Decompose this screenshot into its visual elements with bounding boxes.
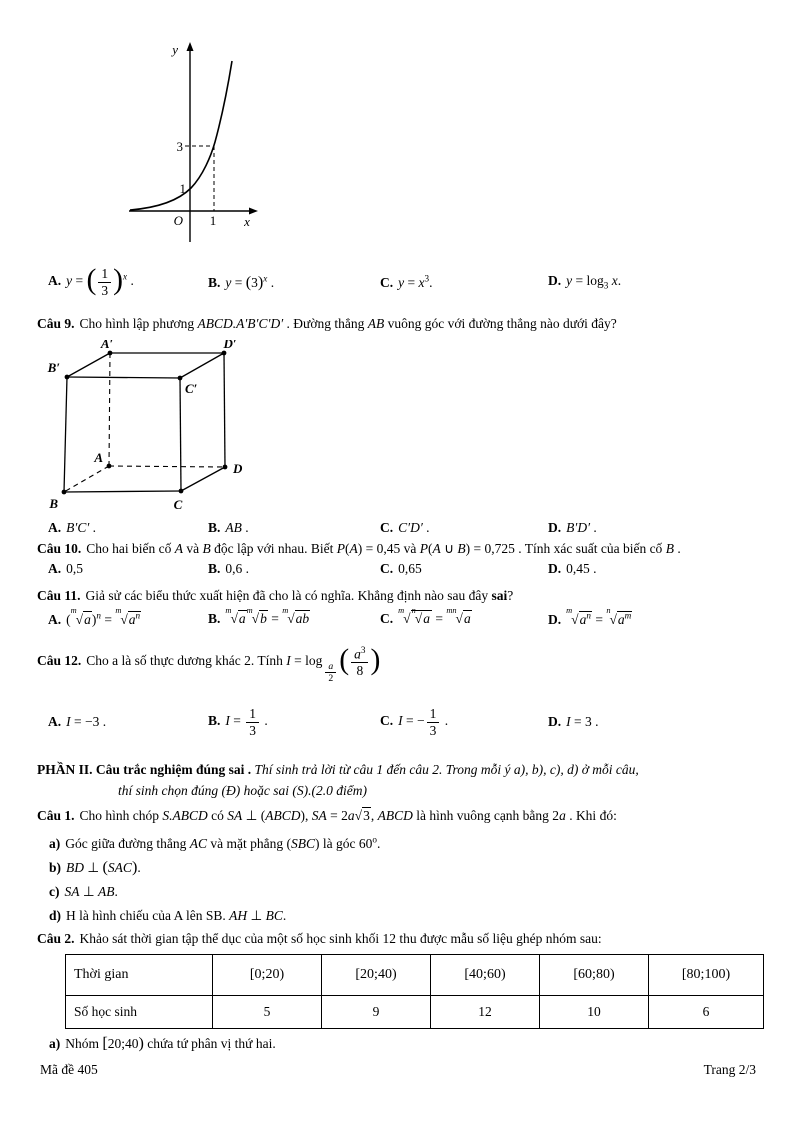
page-number: Trang 2/3 bbox=[703, 1062, 756, 1077]
option-label: A. bbox=[48, 561, 62, 576]
option-math: $^m$√$^n$√a = $^{mn}$√a bbox=[398, 605, 471, 626]
option-math: B′C′ . bbox=[66, 520, 97, 535]
p2-question-1-label: Câu 1. bbox=[37, 808, 75, 824]
question-11-label: Câu 11. bbox=[37, 588, 81, 603]
q9-option-b bbox=[208, 520, 380, 536]
x-axis-arrow bbox=[249, 208, 258, 215]
q9-option-d bbox=[548, 520, 764, 536]
table-cell: Số học sinh bbox=[66, 995, 213, 1028]
option-math: B′D′ . bbox=[566, 520, 597, 535]
option-math: $^m√a^n = ^n√a^m$ bbox=[566, 606, 632, 627]
q11-option-c bbox=[380, 605, 548, 628]
option-math: AB . bbox=[225, 520, 249, 535]
q11-option-a bbox=[37, 606, 208, 628]
y-axis-arrow bbox=[187, 42, 194, 51]
q11-answer-row bbox=[37, 605, 764, 628]
y-tick-3: 3 bbox=[176, 139, 183, 154]
question-9-label: Câu 9. bbox=[37, 316, 75, 331]
option-math: $y = x^3$. bbox=[398, 273, 433, 290]
vertex-label-a: A bbox=[94, 450, 103, 465]
option-math: I = − $\frac{1}{3}$ . bbox=[398, 706, 449, 738]
option-math: C′D′ . bbox=[398, 520, 430, 535]
option-label: D. bbox=[548, 520, 562, 535]
q8-option-b bbox=[208, 273, 380, 292]
cube-figure bbox=[45, 340, 260, 518]
option-label: C. bbox=[380, 713, 394, 729]
option-label: C. bbox=[380, 611, 394, 626]
option-label: D. bbox=[548, 273, 562, 289]
option-label: C. bbox=[380, 520, 394, 535]
option-math: $y = \log_3 x$. bbox=[566, 273, 622, 291]
p2q2-item-a bbox=[37, 1033, 764, 1054]
p2q1-item-d bbox=[37, 905, 764, 926]
exponential-function-graph bbox=[109, 40, 269, 245]
table-cell: 9 bbox=[322, 995, 431, 1028]
q9-option-c bbox=[380, 520, 548, 536]
table-cell: 10 bbox=[540, 995, 649, 1028]
question-11-text: Giả sử các biểu thức xuất hiện đã cho là có nghĩa. Khẳng định nào sau đây sai? bbox=[85, 588, 514, 603]
p2q1-item-c bbox=[37, 881, 764, 902]
part2-instructions-2: thí sinh chọn đúng (Đ) hoặc sai (S).(2.0 điểm) bbox=[118, 783, 367, 799]
p2-question-2-stem bbox=[37, 928, 764, 949]
frequency-table bbox=[65, 954, 764, 1029]
question-10-stem bbox=[37, 538, 764, 559]
q9-option-a bbox=[37, 520, 208, 536]
question-12-stem bbox=[37, 638, 764, 697]
option-label: B. bbox=[208, 713, 221, 729]
item-text: Nhóm [20;40) chứa tứ phân vị thứ hai. bbox=[65, 1033, 276, 1052]
question-12-text: Cho a là số thực dương khác 2. Tính I = log $\frac{a}{2}$ ( $\frac{a^3}{8}$ ) bbox=[86, 643, 381, 685]
option-math: y = ( $\frac{1}{3}$ )$^x$ . bbox=[66, 264, 134, 298]
table-data-row bbox=[66, 995, 764, 1028]
option-label: A. bbox=[48, 611, 62, 627]
table-cell: [80;100) bbox=[649, 954, 764, 995]
table-cell: [20;40) bbox=[322, 954, 431, 995]
q10-option-a bbox=[37, 561, 208, 577]
question-12-label: Câu 12. bbox=[37, 652, 82, 668]
table-header-row bbox=[66, 954, 764, 995]
q8-option-c bbox=[380, 273, 548, 291]
vertex-label-c: C bbox=[173, 497, 183, 512]
option-math: $y = (3)^x$ . bbox=[225, 272, 275, 291]
option-label: D. bbox=[548, 561, 562, 576]
question-9-text: Cho hình lập phương ABCD.A′B′C′D′ . Đường thẳng AB vuông góc với đường thẳng nào dưới đây? bbox=[79, 316, 617, 331]
option-label: B. bbox=[208, 611, 221, 626]
option-label: C. bbox=[380, 274, 394, 290]
p2-question-1-stem bbox=[37, 805, 764, 826]
item-text: H là hình chiếu của A lên SB. AH ⊥ BC. bbox=[66, 907, 287, 923]
option-label: A. bbox=[48, 520, 62, 535]
page-footer bbox=[40, 1062, 756, 1078]
option-math: 0,65 bbox=[398, 561, 422, 576]
part2-title: PHẦN II. Câu trắc nghiệm đúng sai . bbox=[37, 762, 252, 778]
item-label: a) bbox=[49, 1035, 61, 1051]
cube-dashed-edges bbox=[64, 353, 225, 492]
vertex-label-d: D bbox=[233, 461, 243, 476]
cube-vertex-dots bbox=[62, 351, 228, 495]
exam-code: Mã đề 405 bbox=[40, 1062, 98, 1077]
option-math: 0,45 . bbox=[566, 561, 597, 576]
option-math: I = $\frac{1}{3}$ . bbox=[225, 706, 268, 738]
question-10-label: Câu 10. bbox=[37, 541, 82, 556]
x-tick-1: 1 bbox=[209, 213, 217, 228]
item-label: b) bbox=[49, 859, 62, 875]
q10-option-c bbox=[380, 561, 548, 577]
table-cell: 6 bbox=[649, 995, 764, 1028]
p2-question-1-text: Cho hình chóp S.ABCD có SA ⊥ (ABCD), SA = 2a√3, ABCD là hình vuông cạnh bằng 2a . Khi đó: bbox=[79, 808, 617, 824]
y-axis-label: y bbox=[172, 42, 178, 57]
question-11-stem bbox=[37, 585, 764, 606]
item-text: SA ⊥ AB. bbox=[64, 883, 118, 899]
q8-answer-row bbox=[37, 257, 764, 307]
table-cell: 5 bbox=[213, 995, 322, 1028]
item-label: c) bbox=[49, 883, 60, 899]
option-math: I = −3 . bbox=[66, 714, 107, 730]
q10-option-d bbox=[548, 561, 764, 577]
q12-option-d bbox=[548, 714, 764, 730]
item-label: d) bbox=[49, 907, 62, 923]
option-math: 0,5 bbox=[66, 561, 83, 576]
q11-option-d bbox=[548, 606, 764, 628]
option-label: A. bbox=[48, 714, 62, 730]
item-text: BD ⊥ (SAC). bbox=[66, 857, 141, 876]
q8-option-d bbox=[548, 273, 764, 291]
vertex-label-c-prime: C′ bbox=[185, 381, 198, 396]
option-label: B. bbox=[208, 561, 221, 576]
table-cell: 12 bbox=[431, 995, 540, 1028]
q12-answer-row bbox=[37, 700, 764, 744]
q10-answer-row bbox=[37, 561, 764, 577]
option-math: 0,6 . bbox=[225, 561, 250, 576]
q9-answer-row bbox=[37, 520, 764, 536]
q12-option-a bbox=[37, 714, 208, 730]
option-math: $^m√a^m√b = ^m√ab$ bbox=[225, 605, 310, 626]
item-label: a) bbox=[49, 835, 61, 851]
q11-option-b bbox=[208, 605, 380, 628]
p2-question-2-text: Khảo sát thời gian tập thể dục của một số học sinh khối 12 thu được mẫu số liệu ghép nhóm sau: bbox=[79, 930, 602, 946]
table-cell: [60;80) bbox=[540, 954, 649, 995]
p2q1-item-a bbox=[37, 829, 764, 854]
question-9-stem bbox=[37, 313, 764, 334]
question-10-text: Cho hai biến cố A và B độc lập với nhau. Biết P(A) = 0,45 và P(A ∪ B) = 0,725 . Tính xác suất của biến cố B . bbox=[86, 541, 681, 556]
y-tick-1: 1 bbox=[179, 181, 186, 196]
q12-option-c bbox=[380, 706, 548, 738]
option-math: I = 3 . bbox=[566, 714, 599, 730]
option-label: A. bbox=[48, 273, 62, 289]
option-label: D. bbox=[548, 714, 562, 730]
vertex-label-d-prime: D′ bbox=[223, 340, 237, 351]
q8-option-a bbox=[37, 266, 208, 298]
q10-option-b bbox=[208, 561, 380, 577]
table-cell: Thời gian bbox=[66, 954, 213, 995]
option-label: B. bbox=[208, 520, 221, 535]
option-label: B. bbox=[208, 274, 221, 290]
x-axis-label: x bbox=[244, 214, 250, 229]
vertex-label-b: B bbox=[49, 496, 58, 511]
p2-question-2-label: Câu 2. bbox=[37, 930, 75, 946]
part2-header-line2 bbox=[37, 780, 764, 801]
vertex-label-b-prime: B′ bbox=[47, 360, 60, 375]
part2-header-line1 bbox=[37, 759, 764, 780]
option-label: C. bbox=[380, 561, 394, 576]
part2-instructions-1: Thí sinh trả lời từ câu 1 đến câu 2. Trong mỗi ý a), b), c), d) ở mỗi câu, bbox=[254, 762, 639, 778]
table-cell: [40;60) bbox=[431, 954, 540, 995]
vertex-label-a-prime: A′ bbox=[100, 340, 114, 351]
origin-label: O bbox=[173, 213, 183, 228]
option-math: $(^m√a)^n = ^m√a^n$ bbox=[66, 606, 141, 627]
table-cell: [0;20) bbox=[213, 954, 322, 995]
p2q1-item-b bbox=[37, 857, 764, 878]
item-text: Góc giữa đường thẳng AC và mặt phẳng (SBC) là góc 60$^o$. bbox=[65, 834, 381, 851]
option-label: D. bbox=[548, 611, 562, 627]
q12-option-b bbox=[208, 706, 380, 738]
cube-solid-edges bbox=[64, 353, 225, 492]
